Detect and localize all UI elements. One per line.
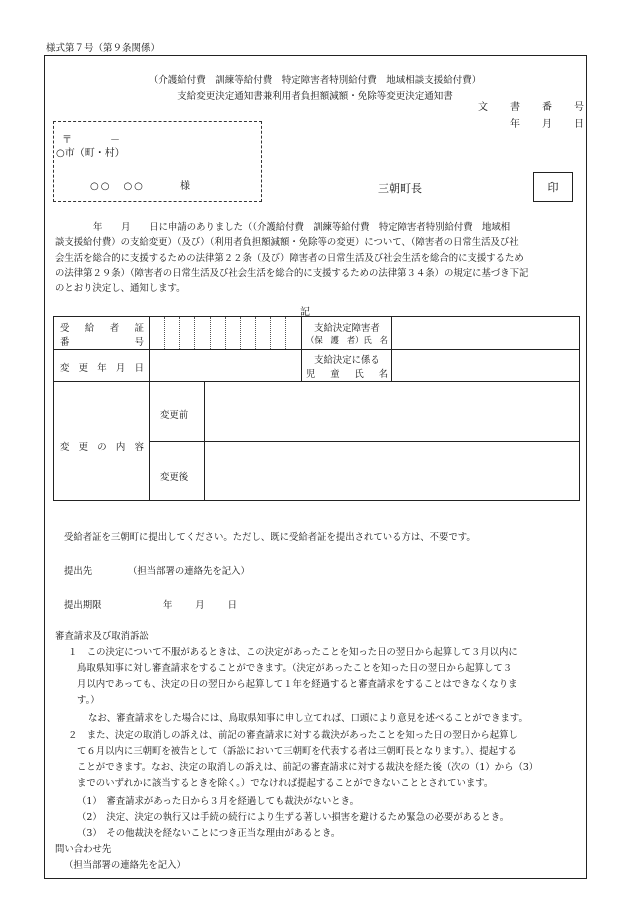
notification-body: 年 月 日に申請のありました（（介護給付費 訓練等給付費 特定障害者特別給付費 地域相 談支援給付費）の支給変更）（及び）（利用者負担額減額・免除等の変更）について、（障害者の日常生活及び社 会生活を総合的に支援するための法律第２２条（及び）障害者の日常生活及び社会生活を総合的に支援するため の法律第２９条）（障害者の日常生活及び社会生活を総合的に支援するための法律第３４条）の規定に基づき下記 のとおり決定し、通知します。 [55, 222, 529, 295]
ki-marker: 記 [300, 307, 310, 318]
appeal-line: （1） 審査請求があった日から３月を経過しても裁決がないとき。 [77, 796, 360, 807]
appeal-line: ことができます。なお、決定の取消しの訴えは、前記の審査請求に対する裁決を経た後（次の（1）から（3） [77, 762, 539, 773]
address-box [53, 121, 262, 202]
appeal-line: す。） [77, 695, 100, 706]
child-label: 支給決定に係る [314, 355, 380, 366]
honorific: 様 [180, 181, 190, 192]
appeal-line: （3） その他裁決を経ないことにつき正当な理由があるとき。 [77, 828, 341, 839]
issue-date: 年 月 日 [510, 119, 584, 130]
form-number-label: 様式第７号（第９条関係） [46, 43, 161, 54]
before-label: 変更前 [160, 410, 189, 421]
submission-destination-value: （担当部署の連絡先を記入） [128, 566, 250, 577]
change-content-label: 変 更 の 内 容 [60, 442, 144, 453]
appeal-line: （2） 決定、決定の執行又は手続の続行により生ずる著しい損害を避けるため緊急の必要があるとき。 [77, 812, 510, 823]
appeal-line: １ この決定について不服があるときは、この決定があったことを知った日の翌日から起算して３月以内に [68, 647, 518, 658]
address-city: ○市（町・村） [56, 148, 125, 159]
mayor-title: 三朝町長 [378, 182, 422, 195]
appeal-line: 月以内であっても、決定の日の翌日から起算して１年を経過すると審査請求をすることはできなくなりま [77, 679, 518, 690]
cert-number-label: 受 給 者 証 [60, 323, 144, 334]
submission-deadline-date: 年 月 日 [163, 600, 237, 611]
inquiry-value: （担当部署の連絡先を記入） [64, 860, 186, 871]
appeal-line: て６月以内に三朝町を被告として（訴訟において三朝町を代表する者は三朝町長となります。）、提起する [77, 746, 517, 757]
appeal-heading: 審査請求及び取消訴訟 [55, 631, 149, 642]
recipient-name: ○○ ○○ [90, 181, 145, 192]
official-seal: 印 [533, 172, 573, 202]
postal-dash: － [110, 135, 120, 146]
after-label: 変更後 [160, 472, 189, 483]
document-title: 支給変更決定通知書兼利用者負担額減額・免除等変更決定通知書 [177, 91, 453, 102]
submission-destination-label: 提出先 [64, 566, 93, 577]
change-date-label: 変 更 年 月 日 [60, 363, 144, 374]
submit-instruction: 受給者証を三朝町に提出してください。ただし、既に受給者証を提出されている方は、不要です。 [64, 532, 476, 543]
postal-mark: 〒 [62, 135, 72, 146]
inquiry-heading: 問い合わせ先 [55, 844, 112, 855]
decision-table: 受 給 者 証 番 号 支給決定障害者 （保 護 者）氏 名 変 更 年 月 日 支給決定に係る 児 童 氏 名 変 更 の 内 容 変更前 変更後 [53, 316, 580, 501]
benefit-types-subtitle: （介護給付費 訓練等給付費 特定障害者特別給付費 地域相談支援給付費） [148, 75, 482, 86]
document-number: 文 書 番 号 [478, 102, 584, 113]
appeal-line: ２ また、決定の取消しの訴えは、前記の審査請求に対する裁決があったことを知った日の翌日から起算し [68, 730, 518, 741]
appeal-line: 鳥取県知事に対し審査請求をすることができます。（決定があったことを知った日の翌日から起算して３ [77, 663, 513, 674]
appeal-line: なお、審査請求をした場合には、鳥取県知事に申し立てれば、口頭により意見を述べることができます。 [88, 713, 528, 724]
recipient-label: 支給決定障害者 [314, 323, 380, 334]
appeal-line: までのいずれかに該当するときを除く。）でなければ提起することができないこととされています。 [77, 778, 494, 789]
submission-deadline-label: 提出期限 [64, 600, 102, 611]
